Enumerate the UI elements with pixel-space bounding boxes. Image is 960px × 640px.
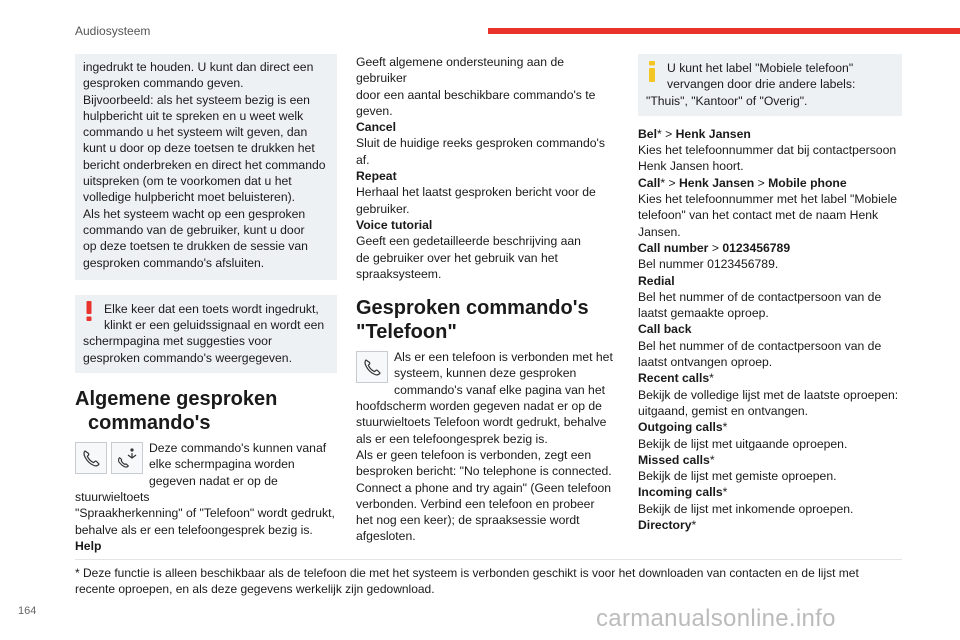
general-commands-text: Deze commando's kunnen vanaf elke schermpagina worden gegeven nadat er op de stuurwieltoets "Spraakherkenning" of "Telefoon" wordt gedrukt, behalve als er een telefoongesprek bezig is. <box>75 441 335 537</box>
icon-group <box>356 351 388 383</box>
separator: > <box>754 175 769 190</box>
label: Directory <box>638 518 692 533</box>
command-bel <box>638 126 902 142</box>
contact-name: Henk Jansen <box>675 126 751 141</box>
label: Recent calls <box>638 371 710 386</box>
column-left <box>75 54 337 554</box>
repeat-description: Herhaal het laatst gesproken bericht voor de gebruiker. <box>356 185 596 216</box>
recent-description: Bekijk de volledige lijst met de laatste oproepen: uitgaand, gemist en ontvangen. <box>638 387 899 418</box>
help-description: Geeft algemene ondersteuning aan de gebruiker door een aantal beschikbare commando's te geven. <box>356 55 596 118</box>
separator: > <box>708 240 723 255</box>
exclamation-icon <box>83 301 95 321</box>
call-number-description: Bel nummer 0123456789. <box>638 257 779 272</box>
cancel-description: Sluit de huidige reeks gesproken commando's af. <box>356 136 605 167</box>
column-middle <box>356 54 618 545</box>
footnote <box>75 565 902 597</box>
command-repeat: Repeat <box>356 169 397 184</box>
voice-command-icon <box>111 442 143 474</box>
phone-label: Mobile phone <box>768 175 847 190</box>
heading-line-1: Gesproken commando's <box>356 297 589 320</box>
info-text-indented: U kunt het label "Mobiele telefoon" vervangen door drie andere labels: <box>667 61 856 92</box>
heading-line-2: "Telefoon" <box>356 321 457 344</box>
incoming-description: Bekijk de lijst met inkomende oproepen. <box>638 501 854 516</box>
info-text: "Thuis", "Kantoor" of "Overig". <box>646 93 808 108</box>
asterisk: * <box>691 518 697 533</box>
general-commands-body <box>75 440 337 554</box>
heading-line-2: commando's <box>88 412 211 435</box>
separator: > <box>665 175 679 190</box>
command-outgoing-calls <box>638 419 902 435</box>
footnote-line-1: * Deze functie is alleen beschikbaar als de telefoon die met het systeem is verbonden geschikt is voor het downloaden van contacten en de lijst met <box>75 566 859 580</box>
info-box <box>638 54 902 116</box>
telephone-commands-text: Als er een telefoon is verbonden met het systeem, kunnen deze gesproken commando's vanaf elke pagina van het hoofdscherm worden gegeven nadat er op de stuurwieltoets Telefoon wordt gedrukt, behalve als er een telefoongesprek bezig is. Als er geen telefoon is verbonden, zegt een besproken bericht: "No telephone is connected. Connect a phone and try again" (Geen telefoon verbonden. Verbind een telefoon en probeer het nog een keer); de spraaksessie wordt afgesloten. <box>356 350 613 544</box>
callback-description: Bel het nummer of de contactpersoon van de laatst ontvangen oproep. <box>638 338 882 370</box>
label: Incoming calls <box>638 485 723 500</box>
contact-name: Henk Jansen <box>679 175 755 190</box>
command-recent-calls <box>638 370 902 386</box>
warning-text-indented: Elke keer dat een toets wordt ingedrukt, klinkt er een geluidssignaal en wordt een <box>104 301 325 333</box>
label: Missed calls <box>638 452 710 467</box>
icon-group <box>75 442 143 474</box>
command-list <box>638 126 902 533</box>
asterisk: * <box>656 126 662 141</box>
column-right <box>638 54 902 533</box>
command-missed-calls <box>638 452 902 468</box>
asterisk: * <box>722 485 728 500</box>
command-call-mobile <box>638 175 902 191</box>
call-description: Kies het telefoonnummer met het label "Mobiele telefoon" van het contact met de naam Henk Jansen. <box>638 192 898 239</box>
label: Bel <box>638 126 657 141</box>
label: Outgoing calls <box>638 420 723 435</box>
section-heading-general <box>75 387 337 435</box>
footnote-divider <box>75 559 902 560</box>
command-directory <box>638 517 902 533</box>
tutorial-description: Geeft een gedetailleerde beschrijving aan de gebruiker over het gebruik van het spraaksysteem. <box>356 234 581 281</box>
header-accent-bar <box>488 28 960 34</box>
phone-icon <box>356 351 388 383</box>
asterisk: * <box>722 420 728 435</box>
heading-line-1: Algemene gesproken <box>75 388 278 411</box>
outgoing-description: Bekijk de lijst met uitgaande oproepen. <box>638 436 848 451</box>
separator: > <box>661 126 676 141</box>
telephone-commands-body <box>356 349 618 545</box>
continued-note-box <box>75 54 337 280</box>
label: Call <box>638 175 661 190</box>
command-help: Help <box>75 538 102 553</box>
number: 0123456789 <box>722 240 791 255</box>
footnote-line-2: recente oproepen, en als deze gegevens werkelijk zijn gedownload. <box>75 582 435 596</box>
label: Call number <box>638 240 709 255</box>
warning-text: schermpagina met suggesties voor gesproken commando's weergegeven. <box>83 334 292 365</box>
command-voice-tutorial: Voice tutorial <box>356 217 433 232</box>
command-redial: Redial <box>638 273 675 288</box>
info-icon <box>648 61 656 82</box>
redial-description: Bel het nummer of de contactpersoon van de laatst gemaakte oproep. <box>638 289 882 321</box>
asterisk: * <box>660 175 666 190</box>
page-number: 164 <box>18 605 37 617</box>
watermark: carmanualsonline.info <box>596 605 836 632</box>
missed-description: Bekijk de lijst met gemiste oproepen. <box>638 469 837 484</box>
command-call-back: Call back <box>638 322 692 337</box>
warning-box <box>75 295 337 373</box>
command-call-number <box>638 240 902 256</box>
asterisk: * <box>709 452 715 467</box>
command-incoming-calls <box>638 484 902 500</box>
running-header: Audiosysteem <box>75 24 151 38</box>
command-cancel: Cancel <box>356 120 396 135</box>
section-heading-telephone <box>356 296 618 344</box>
phone-icon <box>75 442 107 474</box>
bel-description: Kies het telefoonnummer dat bij contactpersoon Henk Jansen hoort. <box>638 143 897 174</box>
note-text: ingedrukt te houden. U kunt dan direct een gesproken commando geven. Bijvoorbeeld: als het systeem bezig is een hulpbericht uit te spreken en u weet welk commando u het systeem wilt geven, dan kunt u door op deze toetsen te drukken het bericht onderbreken en direct het commando uitspreken (om te voorkomen dat u het volledige hulpbericht moet beluisteren). Als het systeem wacht op een gesproken commando van de gebruiker, kunt u door op deze toetsen te drukken de sessie van gesproken commando's afsluiten. <box>83 60 326 270</box>
asterisk: * <box>709 371 714 386</box>
